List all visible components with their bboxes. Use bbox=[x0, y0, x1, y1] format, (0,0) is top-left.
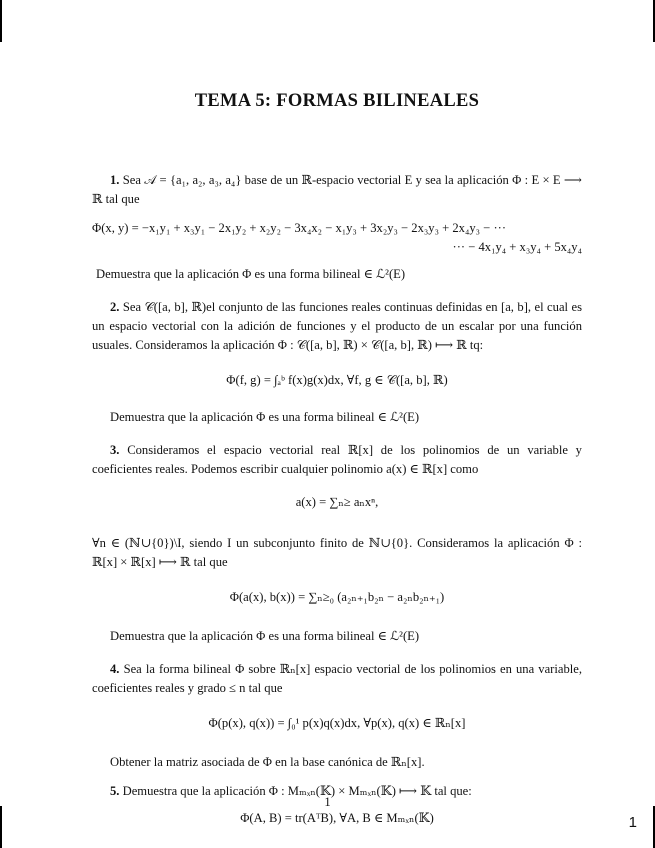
exercise-2-text: Sea 𝒞([a, b], ℝ)el conjunto de las funciones reales continuas definidas en [a, b], el cual es un espacio vectorial con la adición de funciones y el producto de un escalar por una función usuales. Consideramos la aplicación Φ : 𝒞([a, b], ℝ) × 𝒞([a, b], ℝ) ⟼ ℝ tq: bbox=[92, 300, 582, 352]
document-page bbox=[92, 88, 582, 828]
exercise-2-number: 2. bbox=[110, 300, 120, 314]
exercise-1-equation-line-2: ··· − 4x₁y₄ + x₃y₄ + 5x₄y₄ bbox=[452, 240, 582, 254]
page-number: 1 bbox=[324, 795, 331, 809]
exercise-3-equation-1: a(x) = ∑ₙ≥ aₙxⁿ, bbox=[295, 495, 379, 509]
exercise-1-statement bbox=[92, 171, 582, 209]
exercise-4-number: 4. bbox=[110, 662, 120, 676]
exercise-4-statement bbox=[92, 660, 582, 698]
exercise-4-task: Obtener la matriz asociada de Φ en la base canónica de ℝₙ[x]. bbox=[110, 755, 425, 769]
exercise-2-equation: Φ(f, g) = ∫ₐᵇ f(x)g(x)dx, ∀f, g ∈ 𝒞([a, b], ℝ) bbox=[226, 373, 448, 387]
exercise-5-text: Demuestra que la aplicación Φ : Mₘₓₙ(𝕂) × Mₘₓₙ(𝕂) ⟼ 𝕂 tal que: bbox=[122, 784, 472, 798]
exercise-4-text: Sea la forma bilineal Φ sobre ℝₙ[x] espacio vectorial de los polinomios en una variable, coeficientes reales y grado ≤ n tal que bbox=[92, 662, 582, 695]
exercise-3-text: Consideramos el espacio vectorial real ℝ[x] de los polinomios de un variable y coeficientes reales. Podemos escribir cualquier polinomio a(x) ∈ ℝ[x] como bbox=[92, 443, 582, 476]
exercise-5-number: 5. bbox=[110, 784, 120, 798]
exercise-3-number: 3. bbox=[110, 443, 120, 457]
exercise-1-text: Sea 𝒜 = {a₁, a₂, a₃, a₄} base de un ℝ-espacio vectorial E y sea la aplicación Φ : E × E ⟶ ℝ tal que bbox=[92, 173, 582, 206]
exercise-3-text-2: ∀n ∈ (ℕ∪{0})\I, siendo I un subconjunto finito de ℕ∪{0}. Consideramos la aplicación Φ : ℝ[x] × ℝ[x] ⟼ ℝ tal que bbox=[92, 536, 582, 569]
exercise-3-statement bbox=[92, 441, 582, 479]
exercise-4-equation: Φ(p(x), q(x)) = ∫₀¹ p(x)q(x)dx, ∀p(x), q(x) ∈ ℝₙ[x] bbox=[208, 716, 466, 730]
page-title: TEMA 5: FORMAS BILINEALES bbox=[194, 91, 480, 111]
exercise-2-statement bbox=[92, 298, 582, 355]
crop-mark-bottom-left bbox=[0, 806, 2, 848]
exercise-1-equation-line-1: Φ(x, y) = −x₁y₁ + x₃y₁ − 2x₁y₂ + x₂y₂ − 3x₄x₂ − x₁y₃ + 3x₂y₃ − 2x₃y₃ + 2x₄y₃ − ··· bbox=[92, 221, 507, 235]
exercise-1-task: Demuestra que la aplicación Φ es una forma bilineal ∈ ℒ²(E) bbox=[96, 267, 406, 281]
exercise-3-task: Demuestra que la aplicación Φ es una forma bilineal ∈ ℒ²(E) bbox=[110, 629, 420, 643]
exercise-2-task: Demuestra que la aplicación Φ es una forma bilineal ∈ ℒ²(E) bbox=[110, 410, 420, 424]
exercise-5-equation: Φ(A, B) = tr(AᵀB), ∀A, B ∈ Mₘₓₙ(𝕂) bbox=[240, 811, 434, 825]
viewer-page-indicator: 1 bbox=[628, 814, 637, 831]
exercise-1-number: 1. bbox=[110, 173, 120, 187]
crop-mark-top-left bbox=[0, 0, 2, 42]
exercise-3-equation-2: Φ(a(x), b(x)) = ∑ₙ≥₀ (a₂ₙ₊₁b₂ₙ − a₂ₙb₂ₙ₊₁) bbox=[229, 590, 445, 604]
